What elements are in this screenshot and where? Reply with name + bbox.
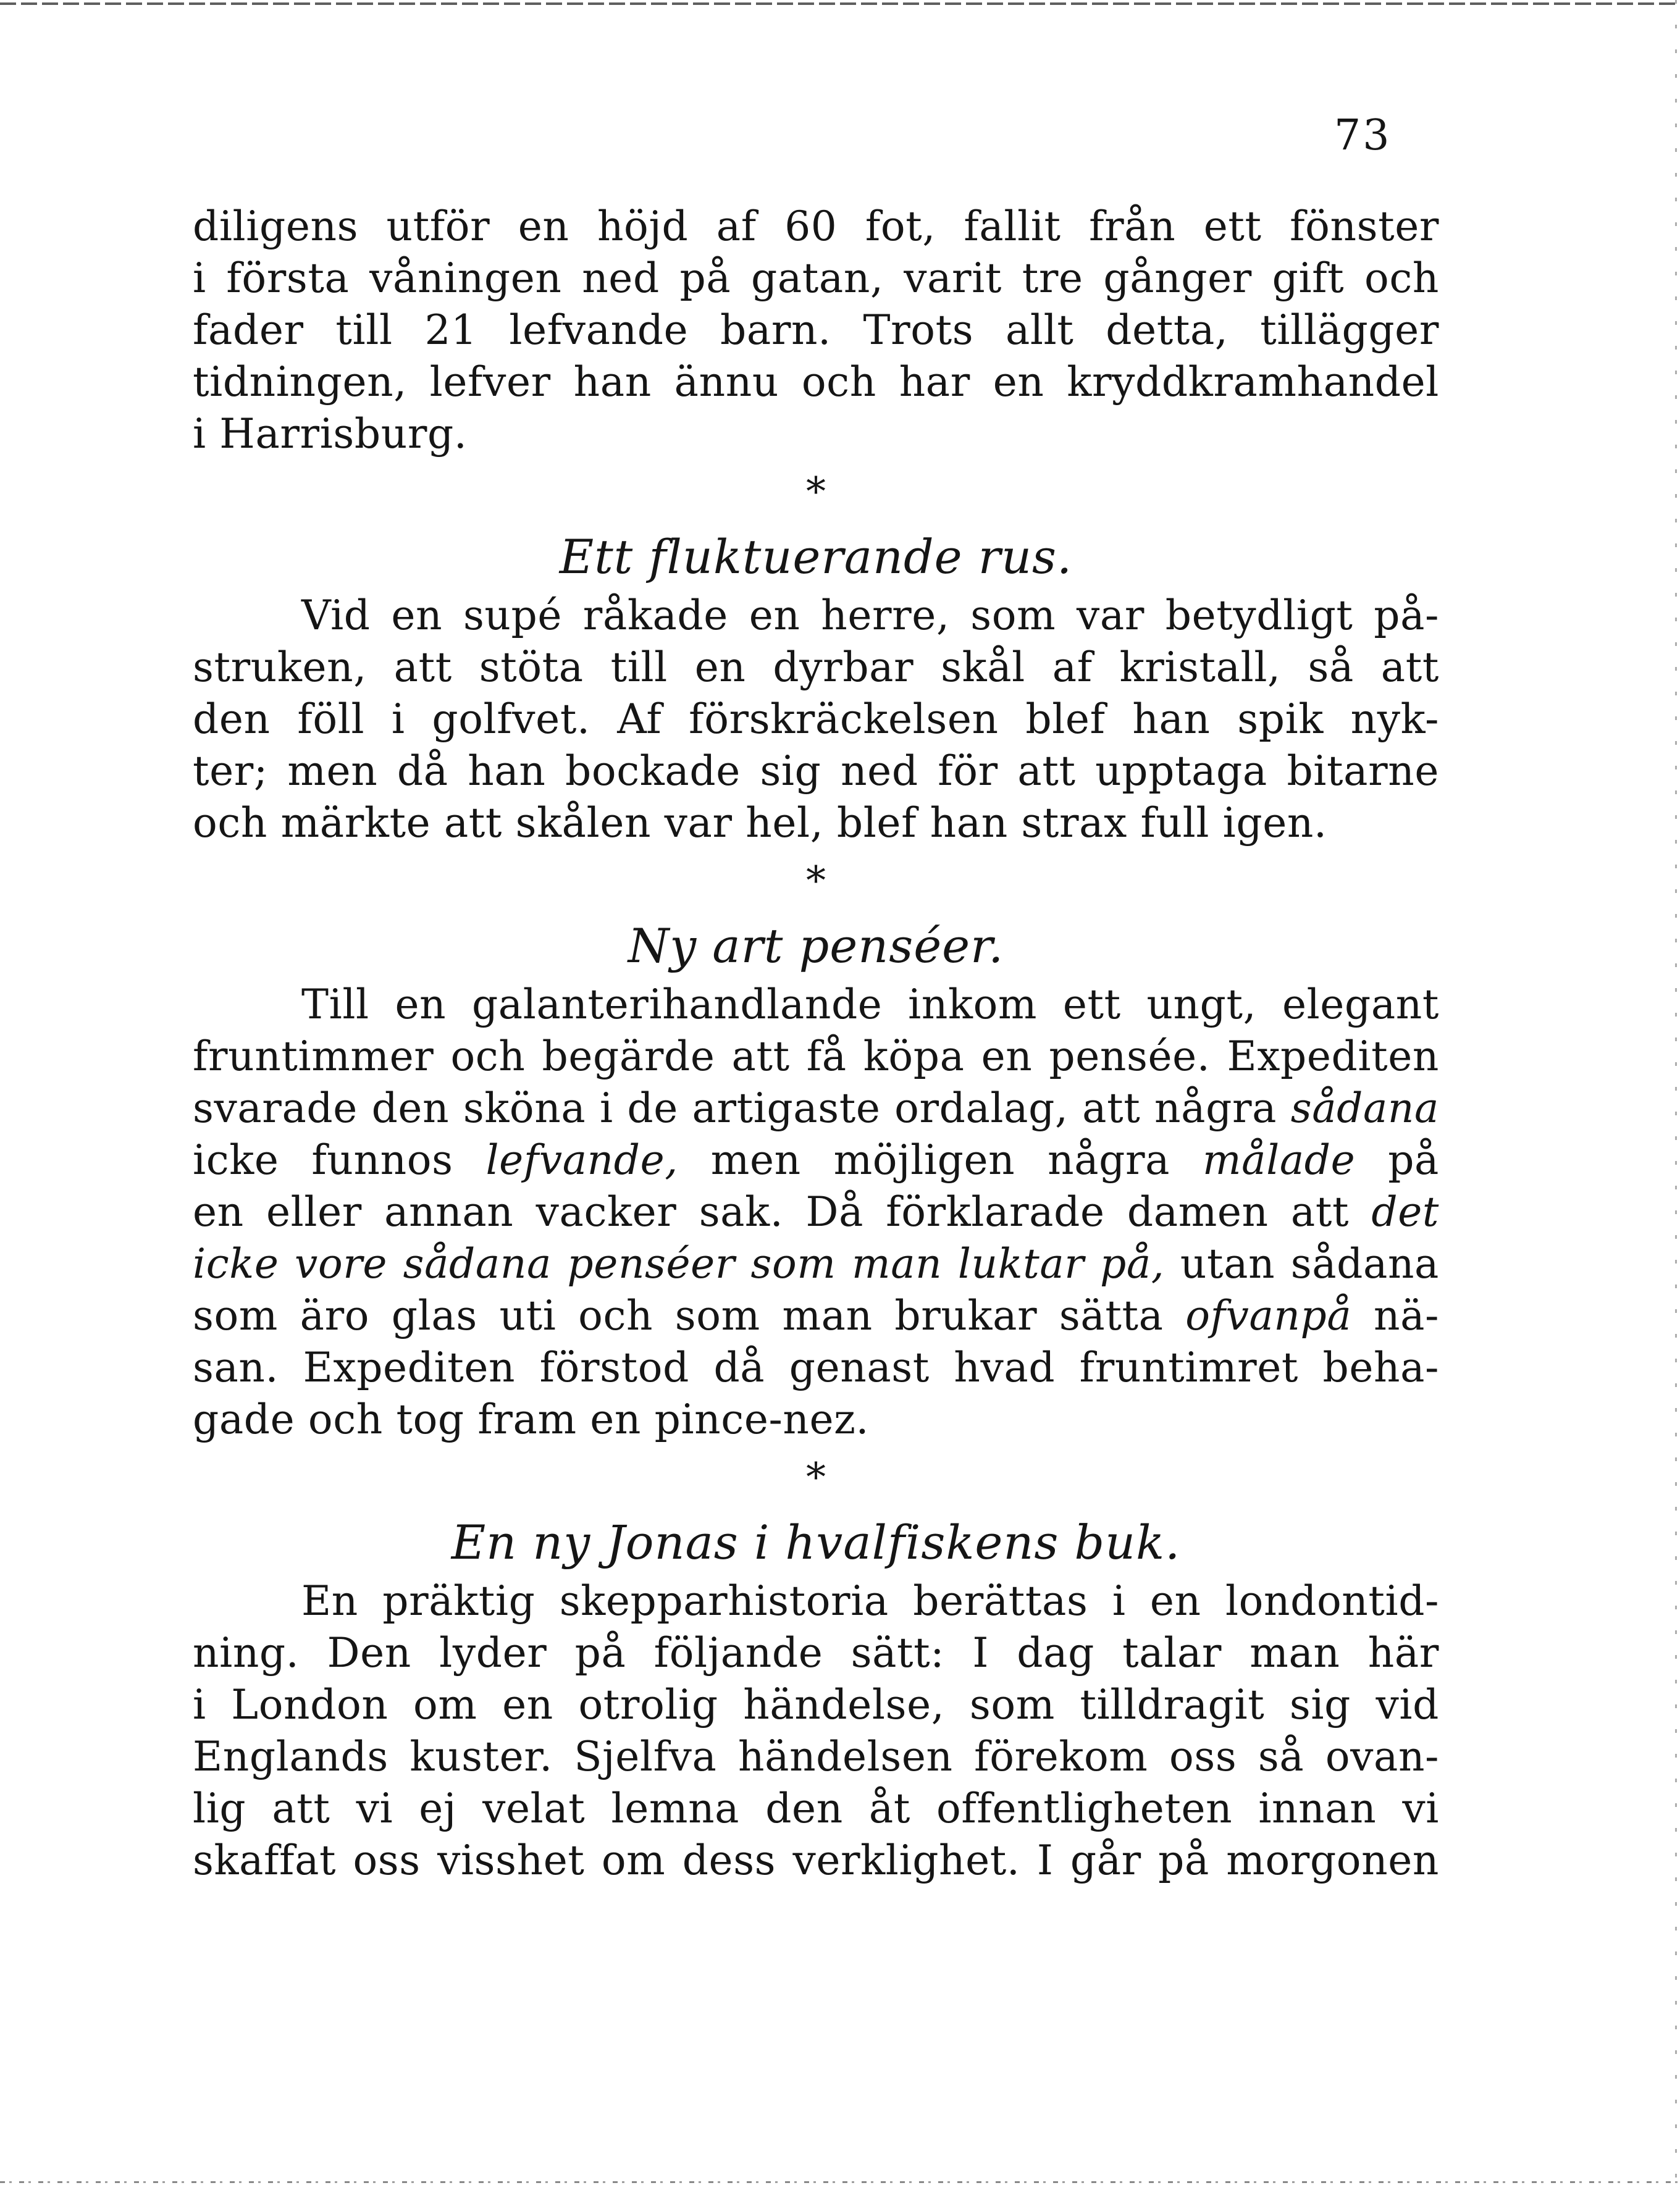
text-line: ning. Den lyder på följande sätt: I dag talar man här (193, 1629, 1439, 1677)
italic-run: målade (1203, 1136, 1356, 1184)
text-line (193, 1186, 1439, 1238)
text-run: icke funnos (193, 1136, 486, 1184)
section-paragraph (193, 979, 1439, 1446)
text-line: struken, att stöta till en dyrbar skål af kristall, så att (193, 643, 1439, 691)
text-line: fader till 21 lefvande barn. Trots allt detta, tillägger (193, 306, 1439, 354)
section-separator: * (806, 1455, 826, 1501)
text-line (193, 1134, 1439, 1186)
text-line: gade och tog fram en pince-nez. (193, 1396, 870, 1443)
text-run: utan sådana (1164, 1240, 1440, 1288)
text-line (193, 1083, 1439, 1134)
text-line: fruntimmer och begärde att få köpa en pensée. Expediten (193, 1033, 1439, 1080)
section-heading: Ett fluktuerande rus. (559, 529, 1073, 584)
italic-run: ofvanpå (1185, 1292, 1352, 1339)
text-line (193, 1238, 1439, 1290)
italic-run: sådana (1290, 1084, 1439, 1132)
text-line: och märkte att skålen var hel, blef han strax full igen. (193, 799, 1327, 847)
text-line: Englands kuster. Sjelfva händelsen förekom oss så ovan- (193, 1733, 1439, 1780)
page-text (193, 201, 1439, 1887)
text-run: som äro glas uti och som man brukar sätta (193, 1292, 1186, 1339)
section-paragraph (193, 1575, 1439, 1887)
italic-run: lefvande, (485, 1136, 678, 1184)
text-line: i Harrisburg. (193, 410, 468, 458)
text-run: men möjligen några (678, 1136, 1203, 1184)
text-line: san. Expediten förstod då genast hvad fruntimret beha- (193, 1344, 1439, 1391)
text-line: i första våningen ned på gatan, varit tre gånger gift och (193, 254, 1439, 302)
text-run: en eller annan vacker sak. Då förklarade damen att (193, 1188, 1372, 1236)
text-line: Vid en supé råkade en herre, som var betydligt på- (301, 592, 1439, 639)
text-run: svarade den sköna i de artigaste ordalag, att några (193, 1084, 1291, 1132)
text-run: på (1355, 1136, 1439, 1184)
italic-run: icke vore sådana penséer som man luktar på, (193, 1240, 1165, 1288)
text-run: nä- (1351, 1292, 1439, 1339)
text-line: den föll i golfvet. Af förskräckelsen blef han spik nyk- (193, 695, 1439, 743)
text-line: ter; men då han bockade sig ned för att upptaga bitarne (193, 747, 1439, 795)
section-paragraph (193, 590, 1439, 849)
section-separator: * (806, 858, 826, 904)
text-line: tidningen, lefver han ännu och har en kryddkramhandel (193, 358, 1439, 406)
text-line (193, 1290, 1439, 1342)
section-separator: * (806, 469, 826, 515)
intro-paragraph (193, 201, 1439, 460)
page-number: 73 (1334, 111, 1392, 160)
text-line: skaffat oss visshet om dess verklighet. I går på morgonen (193, 1837, 1439, 1884)
section-heading: En ny Jonas i hvalfiskens buk. (451, 1515, 1181, 1570)
scan-edge-right (1675, 0, 1677, 2188)
text-line: Till en galanterihandlande inkom ett ungt, elegant (301, 981, 1439, 1028)
text-line: lig att vi ej velat lemna den åt offentligheten innan vi (193, 1785, 1439, 1832)
section-heading: Ny art penséer. (628, 918, 1004, 973)
text-line: En präktig skepparhistoria berättas i en londontid- (301, 1577, 1439, 1625)
text-line: diligens utför en höjd af 60 fot, fallit från ett fönster (193, 203, 1439, 250)
scan-edge-bottom (0, 2181, 1680, 2183)
text-line: i London om en otrolig händelse, som tilldragit sig vid (193, 1681, 1439, 1729)
italic-run: det (1371, 1188, 1439, 1236)
scan-edge-top (0, 2, 1680, 5)
